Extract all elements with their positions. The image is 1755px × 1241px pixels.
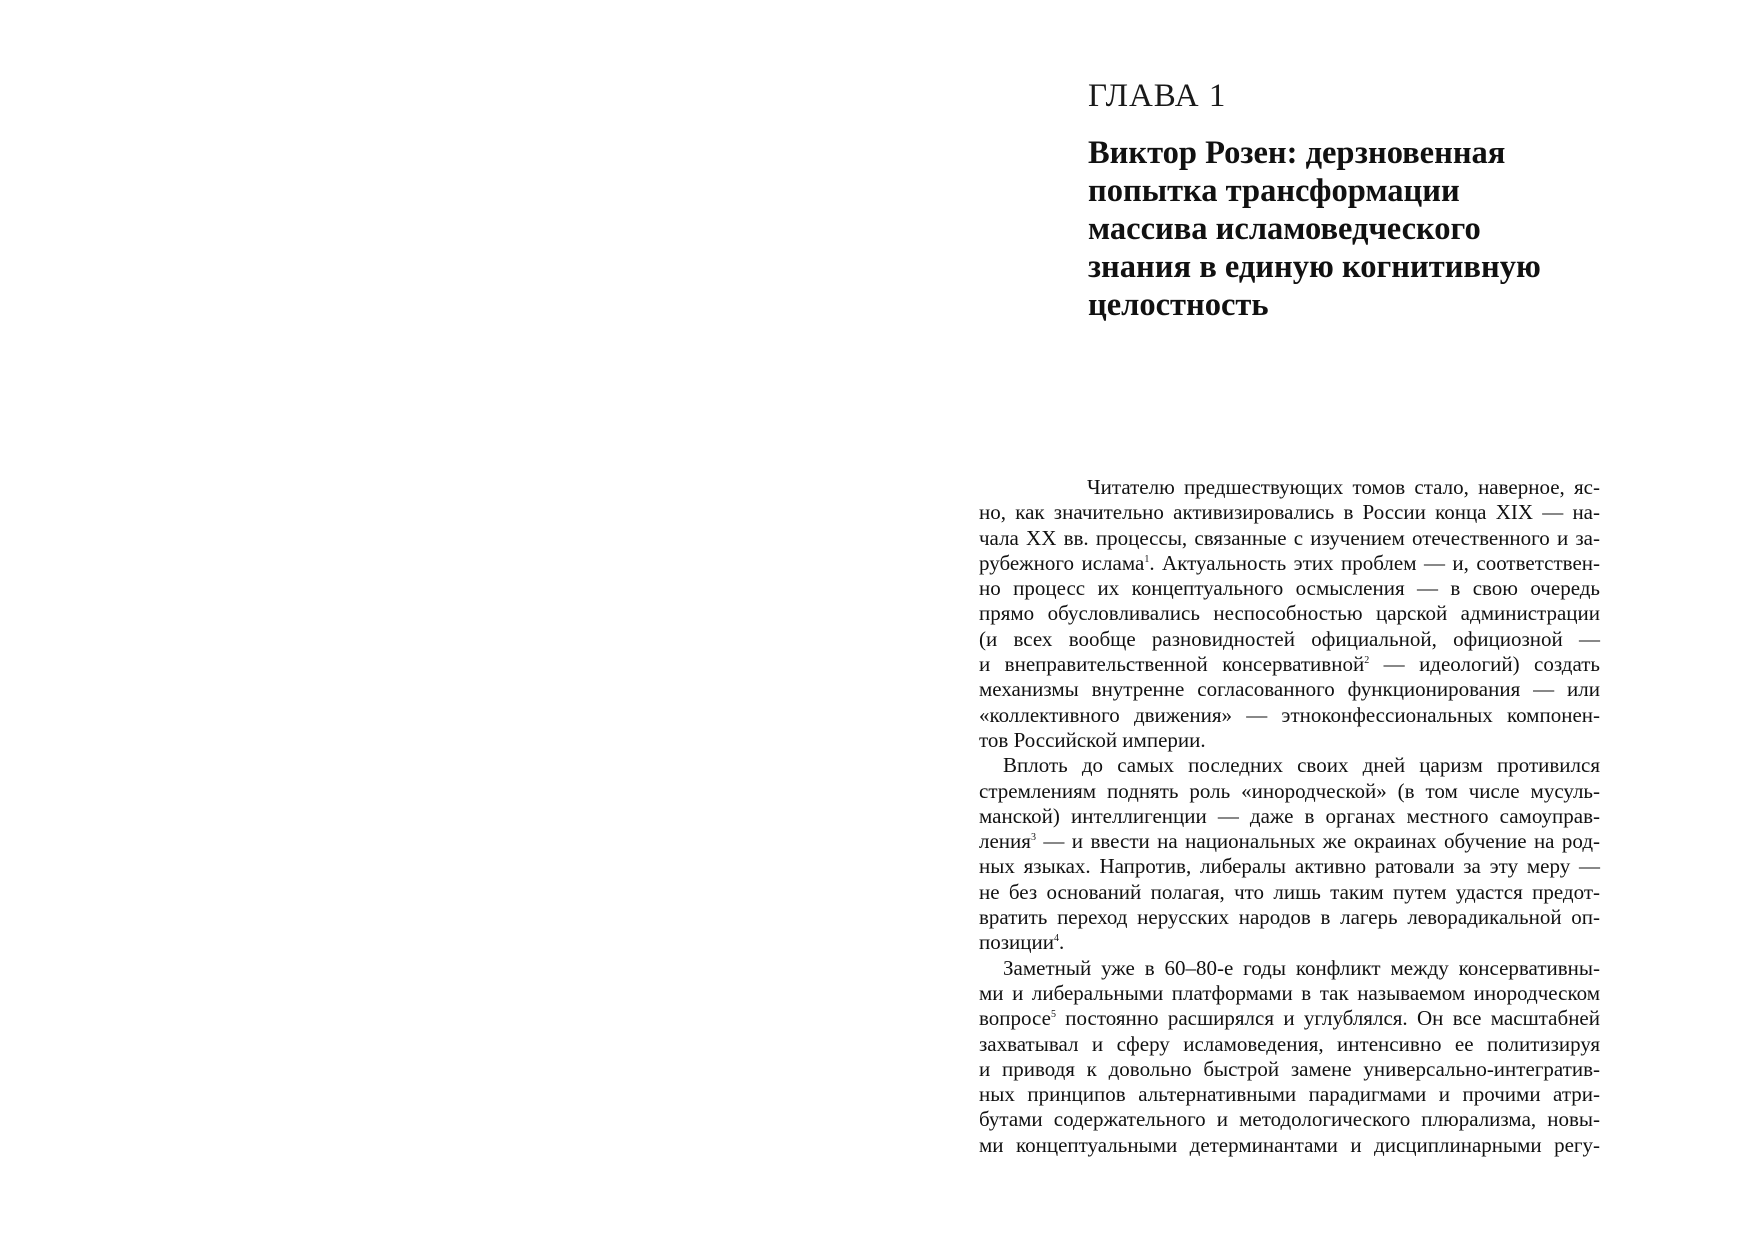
text-line	[979, 1133, 1600, 1158]
text-segment: механизмы внутренне согласованного функционирования — или	[979, 677, 1600, 702]
text-line	[979, 854, 1600, 879]
text-line	[979, 779, 1600, 804]
text-line	[979, 652, 1600, 677]
chapter-title-line: попытка трансформации	[1088, 173, 1460, 209]
text-line	[979, 804, 1600, 829]
text-segment: чала XX вв. процессы, связанные с изучением отечественного и за-	[979, 525, 1600, 550]
text-line	[979, 500, 1600, 525]
text-segment: Читателю предшествующих томов стало, наверное, яс-	[1087, 475, 1600, 499]
text-segment: вратить переход нерусских народов в лагерь леворадикальной оп-	[979, 905, 1600, 930]
chapter-title-line: Виктор Розен: дерзновенная	[1088, 135, 1506, 171]
text-line	[979, 1032, 1600, 1057]
text-segment: и внеправительственной консервативной	[979, 652, 1365, 677]
text-line	[979, 753, 1600, 778]
text-segment: ных языках. Напротив, либералы активно ратовали за эту меру —	[979, 854, 1600, 879]
text-segment: стремлениям поднять роль «инородческой» (в том числе мусуль-	[979, 778, 1600, 803]
text-segment: ных принципов альтернативными парадигмами и прочими атри-	[979, 1082, 1600, 1107]
text-segment: бутами содержательного и методологического плюрализма, новы-	[979, 1107, 1600, 1132]
text-segment: ми и либеральными платформами в так называемом инородческом	[979, 980, 1600, 1005]
text-segment: — идеологий) создать	[1369, 652, 1600, 677]
chapter-label: ГЛАВА 1	[1088, 78, 1227, 114]
text-segment: не без оснований полагая, что лишь таким путем удастся предот-	[979, 879, 1600, 904]
text-line	[979, 905, 1600, 930]
text-line	[979, 1107, 1600, 1132]
text-line	[979, 475, 1600, 500]
text-segment: но процесс их концептуального осмысления — в свою очередь	[979, 576, 1600, 601]
text-line	[979, 930, 1600, 955]
text-segment: и приводя к довольно быстрой замене универсально-интегратив-	[979, 1056, 1600, 1081]
footnote-marker: 4	[1054, 933, 1059, 945]
text-segment: Заметный уже в 60–80-е годы конфликт между консервативны-	[1003, 955, 1600, 980]
footnote-marker: 1	[1144, 553, 1150, 565]
text-segment: манской) интеллигенции — даже в органах местного самоуправ-	[979, 803, 1600, 828]
text-segment: ми концептуальными детерминантами и дисциплинарными регу-	[979, 1132, 1600, 1157]
text-line	[979, 1082, 1600, 1107]
chapter-title	[1088, 134, 1608, 324]
text-line	[979, 601, 1600, 626]
text-line	[979, 627, 1600, 652]
text-line	[979, 956, 1600, 981]
text-segment: тов Российской империи.	[979, 727, 1206, 752]
text-segment: — и ввести на национальных же окраинах обучение на род-	[1035, 829, 1600, 854]
body-text	[979, 475, 1600, 1158]
text-line	[979, 829, 1600, 854]
text-line	[979, 1006, 1600, 1031]
text-line	[979, 728, 1600, 753]
text-line	[979, 551, 1600, 576]
left-page-blank	[0, 0, 877, 1241]
footnote-marker: 3	[1030, 832, 1036, 844]
footnote-marker: 5	[1050, 1009, 1056, 1021]
text-line	[979, 981, 1600, 1006]
text-line	[979, 1057, 1600, 1082]
text-segment: прямо обусловливались неспособностью царской администрации	[979, 601, 1600, 626]
text-line	[979, 576, 1600, 601]
text-line	[979, 526, 1600, 551]
chapter-title-line: целостность	[1088, 287, 1269, 323]
chapter-title-line: массива исламоведческого	[1088, 211, 1481, 247]
text-segment: захватывал и сферу исламоведения, интенсивно ее политизируя	[979, 1031, 1600, 1056]
text-segment: «коллективного движения» — этноконфессиональных компонен-	[979, 702, 1600, 727]
text-segment: . Актуальность этих проблем — и, соответствен-	[1149, 550, 1600, 575]
text-segment: .	[1059, 930, 1065, 955]
text-line	[979, 880, 1600, 905]
text-segment: постоянно расширялся и углублялся. Он все масштабней	[1055, 1006, 1600, 1031]
text-segment: Вплоть до самых последних своих дней царизм противился	[1003, 753, 1600, 778]
text-segment: позиции	[979, 930, 1054, 955]
chapter-title-line: знания в единую когнитивную	[1088, 249, 1541, 285]
footnote-marker: 2	[1364, 655, 1370, 667]
text-segment: но, как значительно активизировались в России конца XIX — на-	[979, 500, 1600, 525]
text-segment: (и всех вообще разновидностей официальной, официозной —	[979, 626, 1600, 651]
text-line	[979, 677, 1600, 702]
text-segment: ления	[979, 829, 1031, 854]
text-line	[979, 703, 1600, 728]
text-segment: вопросе	[979, 1006, 1051, 1031]
text-segment: рубежного ислама	[979, 550, 1145, 575]
